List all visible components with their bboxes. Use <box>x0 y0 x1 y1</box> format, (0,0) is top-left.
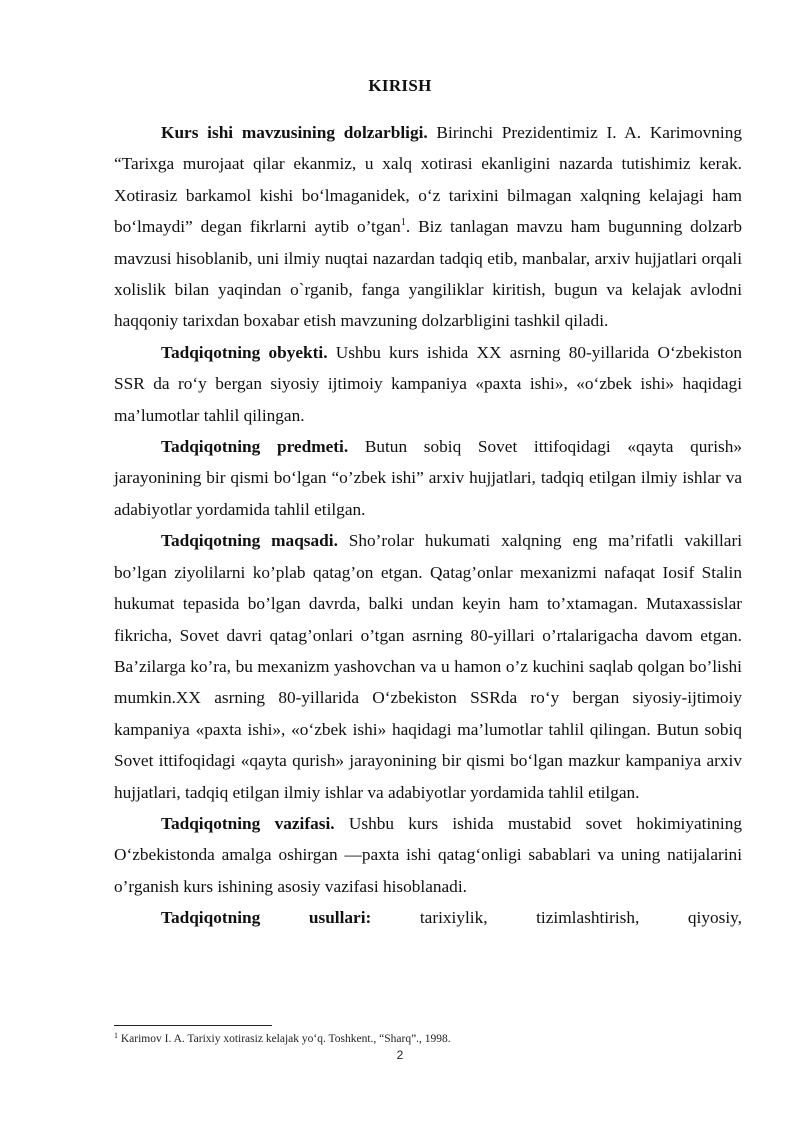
paragraph-heading: Tadqiqotning <box>161 908 261 928</box>
paragraph-text: Ushbu kurs ishida mustabid sovet hokimiyatining O‘zbekistonda amalga oshirgan —paxta ishi qatag‘onligi sabablari va uning natijalarini o’rganish kurs ishining asosiy vazifasi hisoblanadi. <box>114 813 742 896</box>
paragraph-text: . Biz tanlagan mavzu ham bugunning dolzarb mavzusi hisoblanib, uni ilmiy nuqtai nazardan tadqiq etib, manbalar, arxiv hujjatlari orqali xolislik bilan yaqindan o`rganib, fanga yangiliklar kiritish, bugun va kelajak avlodni haqqoniy tarixdan boxabar etish mavzuning dolzarbligini tashkil qiladi. <box>114 217 742 331</box>
page-number: 2 <box>396 1048 404 1062</box>
method-word: tizimlashtirish, <box>536 908 640 928</box>
paragraph-tasks <box>114 808 742 902</box>
footnote-mark: 1 <box>114 1031 118 1040</box>
paragraph-methods <box>114 902 742 933</box>
footnote-reference[interactable]: 1 <box>400 217 406 229</box>
paragraph-heading: Tadqiqotning maqsadi. <box>161 531 338 551</box>
paragraph-heading: Tadqiqotning predmeti. <box>161 437 349 457</box>
paragraph-heading: Tadqiqotning vazifasi. <box>161 813 335 833</box>
paragraph-object <box>114 337 742 431</box>
footnote <box>114 1031 451 1045</box>
footnote-separator <box>114 1025 272 1026</box>
page-title: KIRISH <box>368 76 432 95</box>
method-word: qiyosiy, <box>687 908 742 928</box>
paragraph-text: Ushbu kurs ishida XX asrning 80-yillarida O‘zbekiston SSR da ro‘y bergan siyosiy ijtimoiy kampaniya «paxta ishi», «o‘zbek ishi» haqidagi ma’lumotlar tahlil qilingan. <box>114 342 742 425</box>
paragraph-text: Sho’rolar hukumati xalqning eng ma’rifatli vakillari bo’lgan ziyolilarni ko’plab qatag’on etgan. Qatag’onlar mexanizmi nafaqat Iosif Stalin hukumat tepasida bo’lgan davrda, balki undan keyin ham to’xtamagan. Mutaxassislar fikricha, Sovet davri qatag’onlari o’tgan asrning 80-yillari o’rtalarigacha davom etgan. Ba’zilarga ko’ra, bu mexanizm yashovchan va u hamon o’z kuchini saqlab qolgan bo’lishi mumkin.XX asrning 80-yillarida O‘zbekiston SSRda ro‘y bergan siyosiy-ijtimoiy kampaniya «paxta ishi», «o‘zbek ishi» haqidagi ma’lumotlar tahlil qilingan. Butun sobiq Sovet ittifoqidagi «qayta qurish» jarayonining bir qismi bo‘lgan mazkur kampaniya arxiv hujjatlari, tadqiq etilgan ilmiy ishlar va adabiyotlar yordamida tahlil etilgan. <box>114 531 742 802</box>
paragraph-subject <box>114 431 742 525</box>
paragraph-relevance <box>114 117 742 337</box>
paragraph-heading: Kurs ishi mavzusining dolzarbligi. <box>161 123 428 142</box>
paragraph-heading: Tadqiqotning obyekti. <box>161 342 328 362</box>
footnote-text: Karimov I. A. Tarixiy xotirasiz kelajak yo‘q. Toshkent., “Sharq”., 1998. <box>118 1033 451 1045</box>
paragraph-text: Birinchi Prezidentimiz I. A. Karimovning “Tarixga murojaat qilar ekanmiz, u xalq xotirasi ekanligini nazarda tutishimiz kerak. Xotirasiz barkamol kishi bo‘lmaganidek, o‘z tarixini bilmagan xalqning kelajagi ham bo‘lmaydi” degan fikrlarni aytib o’tgan <box>114 123 742 237</box>
document-body <box>114 117 742 934</box>
paragraph-goal <box>114 525 742 808</box>
paragraph-text: Butun sobiq Sovet ittifoqidagi «qayta qurish» jarayonining bir qismi bo‘lgan “o’zbek ishi” arxiv hujjatlari, tadqiq etilgan ilmiy ishlar va adabiyotlar yordamida tahlil etilgan. <box>114 437 742 519</box>
method-word: tarixiylik, <box>419 908 488 928</box>
paragraph-heading-continued: usullari: <box>308 908 372 928</box>
